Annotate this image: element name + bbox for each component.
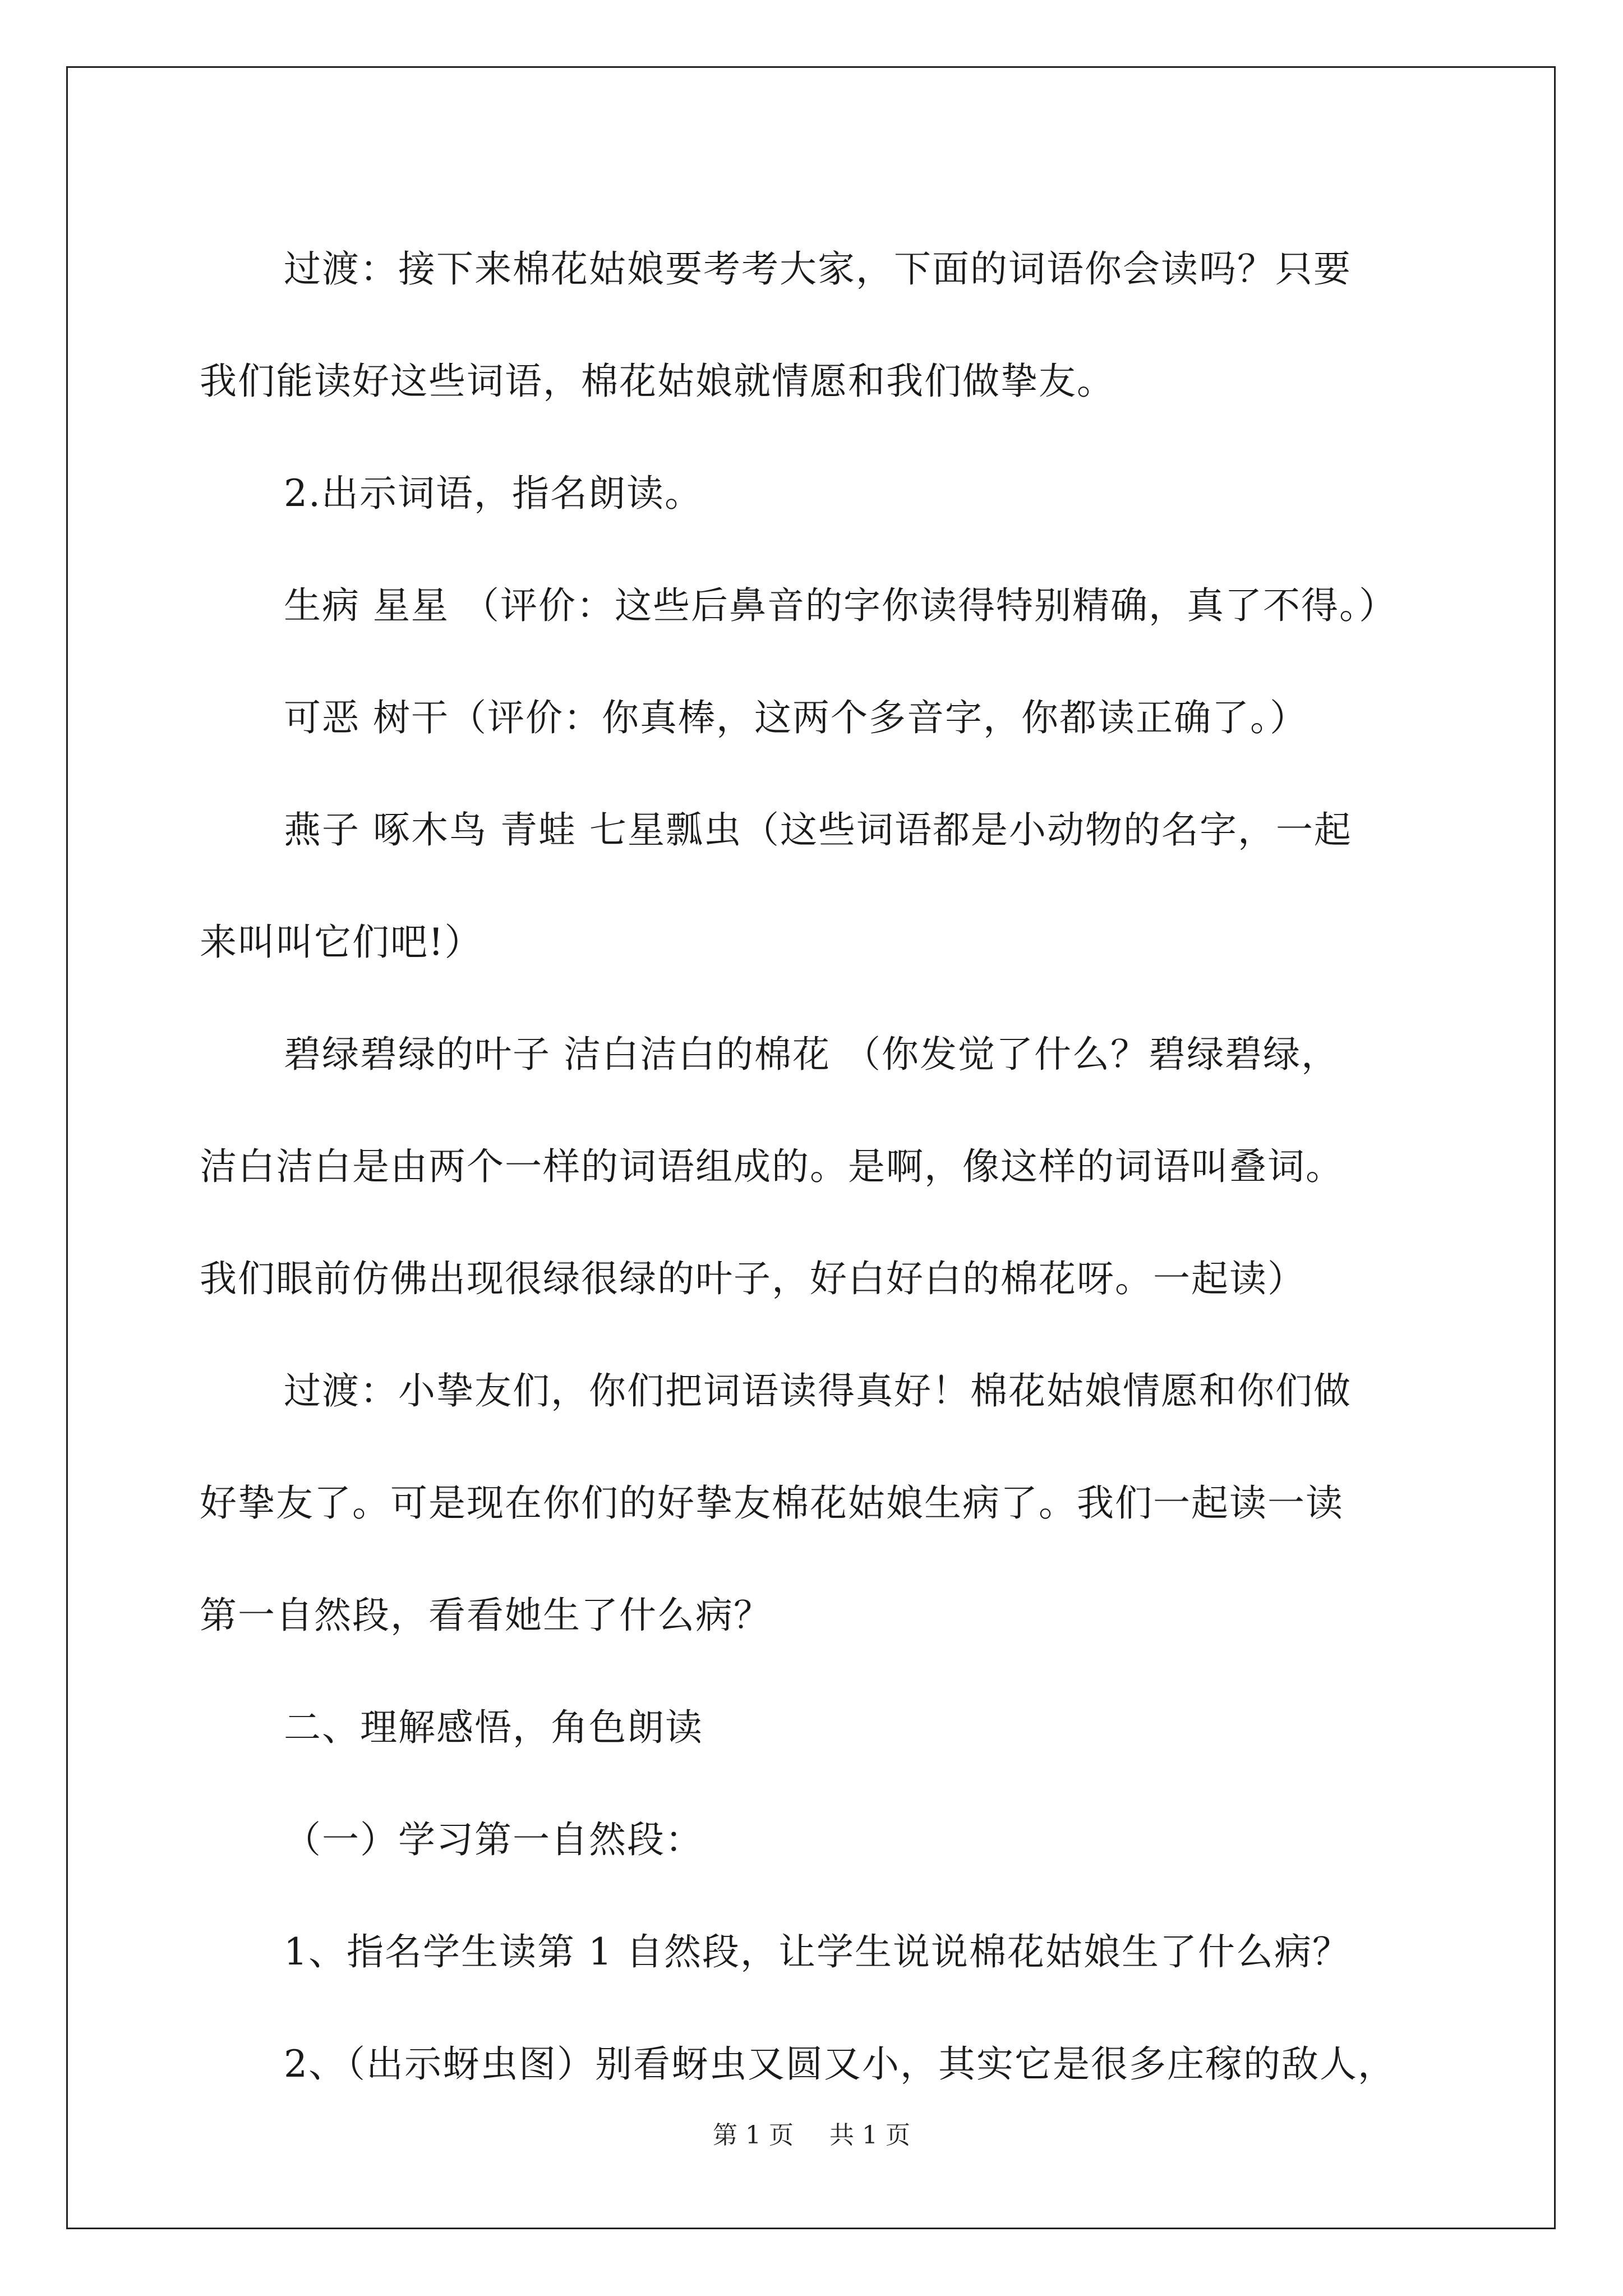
paragraph-line: 过渡：接下来棉花姑娘要考考大家，下面的词语你会读吗？只要 [284,247,1352,291]
paragraph-line: 过渡：小挚友们，你们把词语读得真好！棉花姑娘情愿和你们做 [284,1369,1352,1412]
paragraph-line: 1、指名学生读第 1 自然段，让学生说说棉花姑娘生了什么病？ [284,1930,1350,1973]
document-body [200,213,1490,2120]
page-footer [0,2115,1623,2151]
section-heading: 二、理解感悟，角色朗读 [284,1706,703,1749]
paragraph-line: 好挚友了。可是现在你们的好挚友棉花姑娘生病了。我们一起读一读 [200,1481,1344,1525]
paragraph-line: 洁白洁白是由两个一样的词语组成的。是啊，像这样的词语叫叠词。 [200,1145,1344,1188]
paragraph-line: 燕子 啄木鸟 青蛙 七星瓢虫（这些词语都是小动物的名字，一起 [284,808,1352,852]
paragraph-line: 可恶 树干（评价：你真棒，这两个多音字，你都读正确了。） [284,696,1308,739]
paragraph-line: 我们眼前仿佛出现很绿很绿的叶子，好白好白的棉花呀。一起读） [200,1257,1306,1300]
paragraph-line: 2、（出示蚜虫图）别看蚜虫又圆又小，其实它是很多庄稼的敌人， [284,2042,1396,2086]
paragraph-line: 第一自然段，看看她生了什么病？ [200,1594,772,1637]
page-number: 第 1 页 [713,2121,794,2150]
paragraph-line: 碧绿碧绿的叶子 洁白洁白的棉花 （你发觉了什么？碧绿碧绿， [284,1033,1339,1076]
page-total: 共 1 页 [829,2121,910,2150]
subsection-heading: （一）学习第一自然段： [284,1818,703,1861]
paragraph-line: 生病 星星 （评价：这些后鼻音的字你读得特别精确，真了不得。） [284,584,1397,627]
paragraph-line: 来叫叫它们吧!） [200,921,483,964]
paragraph-line: 2.出示词语，指名朗读。 [284,472,703,515]
paragraph-line: 我们能读好这些词语，棉花姑娘就情愿和我们做挚友。 [200,360,1115,403]
